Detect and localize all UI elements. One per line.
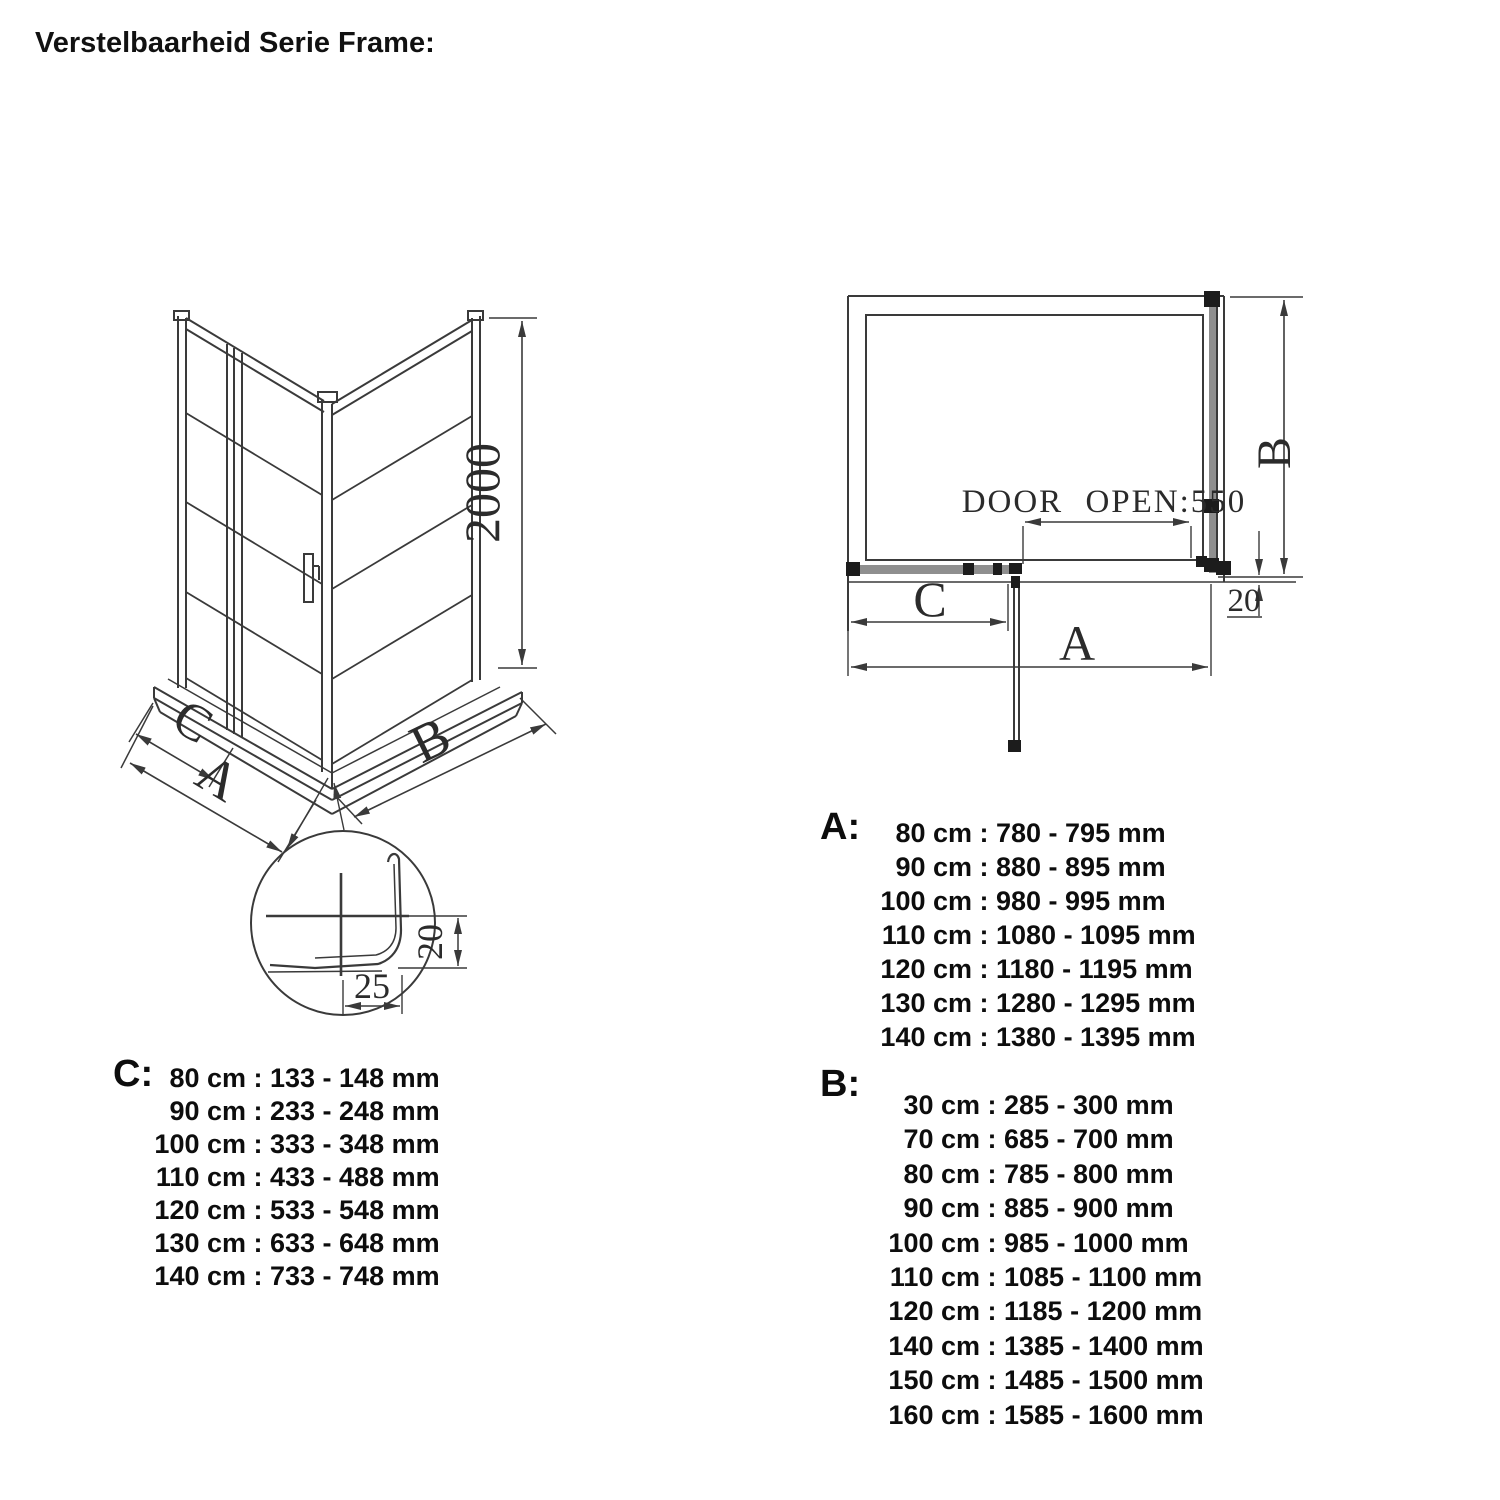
table-row: [876, 952, 1196, 986]
row-range: 133 - 148 mm: [270, 1063, 440, 1093]
row-separator: :: [972, 886, 996, 916]
row-range: 533 - 548 mm: [270, 1195, 440, 1225]
row-separator: :: [980, 1399, 1004, 1430]
row-size: 90 cm: [169, 1096, 246, 1126]
row-range: 985 - 1000 mm: [1004, 1227, 1189, 1258]
table-row: [150, 1260, 440, 1293]
row-size: 80 cm: [169, 1063, 246, 1093]
plan-side-panel: [1196, 291, 1231, 575]
row-size: 30 cm: [903, 1090, 980, 1120]
row-range: 1185 - 1200 mm: [1004, 1296, 1203, 1327]
table-row: [884, 1294, 1204, 1328]
row-range: 333 - 348 mm: [270, 1129, 440, 1159]
plan-dim-20-label: 20: [1227, 583, 1261, 619]
row-size: 160 cm: [888, 1399, 980, 1430]
plan-door-open-dim: [1023, 522, 1191, 564]
table-row: [150, 1161, 440, 1194]
row-separator: :: [246, 1129, 270, 1159]
row-range: 885 - 900 mm: [1004, 1193, 1174, 1224]
row-separator: :: [246, 1228, 270, 1258]
row-separator: :: [980, 1365, 1004, 1396]
row-range: 1180 - 1195 mm: [996, 954, 1193, 984]
plan-door-leaf: [1008, 563, 1022, 752]
iso-height-dim-label: 2000: [454, 443, 510, 543]
detail-width-label: 25: [354, 966, 390, 1006]
table-row: [876, 850, 1196, 884]
row-size: 100 cm: [880, 886, 972, 916]
row-separator: :: [972, 954, 996, 984]
row-size: 90 cm: [895, 852, 972, 882]
row-size: 90 cm: [903, 1193, 980, 1224]
row-range: 785 - 800 mm: [1004, 1158, 1174, 1189]
table-row: [876, 816, 1196, 850]
row-separator: :: [246, 1261, 270, 1291]
row-size: 100 cm: [888, 1227, 980, 1258]
row-separator: :: [980, 1090, 1004, 1120]
row-separator: :: [972, 852, 996, 882]
row-separator: :: [972, 920, 996, 950]
iso-dim-b-label: B: [400, 704, 460, 775]
iso-corner-post: [318, 392, 337, 788]
iso-dim-a-label: A: [186, 741, 251, 814]
table-row: [884, 1157, 1204, 1191]
table-row: [150, 1194, 440, 1227]
table-c-label: C:: [113, 1053, 154, 1095]
table-b-rows: [884, 1088, 1204, 1432]
table-row: [884, 1398, 1204, 1432]
detail-leader-lines: [287, 778, 344, 849]
row-range: 433 - 488 mm: [270, 1162, 440, 1192]
row-range: 633 - 648 mm: [270, 1228, 440, 1258]
plan-dim-b-label: B: [1248, 436, 1301, 470]
row-range: 1085 - 1100 mm: [1004, 1262, 1203, 1293]
iso-dim-c-label: C: [162, 688, 223, 756]
row-separator: :: [980, 1262, 1004, 1293]
table-row: [876, 1020, 1196, 1054]
row-separator: :: [246, 1063, 270, 1093]
table-row: [876, 986, 1196, 1020]
row-separator: :: [980, 1158, 1004, 1189]
iso-drawing: [121, 311, 556, 1015]
table-row: [884, 1088, 1204, 1122]
table-row: [876, 918, 1196, 952]
table-c-rows: [150, 1062, 440, 1293]
row-separator: :: [980, 1227, 1004, 1258]
row-range: 285 - 300 mm: [1004, 1090, 1174, 1120]
row-size: 110 cm: [889, 1262, 980, 1293]
row-size: 140 cm: [154, 1261, 246, 1291]
row-range: 1380 - 1395 mm: [996, 1022, 1196, 1052]
row-range: 1485 - 1500 mm: [1004, 1365, 1204, 1396]
row-size: 140 cm: [888, 1330, 980, 1361]
row-range: 1080 - 1095 mm: [996, 920, 1196, 950]
row-size: 100 cm: [154, 1129, 246, 1159]
table-b-label: B:: [820, 1063, 861, 1105]
table-row: [884, 1226, 1204, 1260]
plan-dim-a: [848, 584, 1211, 676]
row-separator: :: [246, 1195, 270, 1225]
row-separator: :: [980, 1124, 1004, 1155]
row-range: 733 - 748 mm: [270, 1261, 440, 1291]
row-separator: :: [980, 1330, 1004, 1361]
plan-glass-outline: [866, 315, 1203, 560]
plan-dim-c-label: C: [913, 571, 947, 627]
table-row: [884, 1260, 1204, 1294]
row-size: 110 cm: [881, 920, 972, 950]
table-row: [150, 1128, 440, 1161]
row-separator: :: [980, 1193, 1004, 1224]
row-range: 1385 - 1400 mm: [1004, 1330, 1204, 1361]
row-range: 1280 - 1295 mm: [996, 988, 1196, 1018]
row-size: 130 cm: [880, 988, 972, 1018]
row-size: 120 cm: [880, 954, 972, 984]
row-size: 80 cm: [895, 818, 972, 848]
row-range: 980 - 995 mm: [996, 886, 1166, 916]
row-size: 120 cm: [154, 1195, 246, 1225]
row-size: 80 cm: [903, 1158, 980, 1189]
top-view-drawing: [846, 291, 1303, 752]
table-a-label: A:: [820, 806, 861, 848]
row-size: 130 cm: [154, 1228, 246, 1258]
row-range: 685 - 700 mm: [1004, 1124, 1174, 1155]
table-a-rows: [876, 816, 1196, 1054]
row-range: 1585 - 1600 mm: [1004, 1399, 1204, 1430]
door-open-label: DOOR OPEN:550: [961, 484, 1247, 520]
row-size: 140 cm: [880, 1022, 972, 1052]
row-range: 233 - 248 mm: [270, 1096, 440, 1126]
row-size: 120 cm: [888, 1296, 980, 1327]
row-separator: :: [246, 1162, 270, 1192]
table-row: [150, 1095, 440, 1128]
row-size: 70 cm: [903, 1124, 980, 1155]
plan-dim-a-label: A: [1058, 615, 1096, 671]
row-size: 110 cm: [155, 1162, 246, 1192]
row-size: 150 cm: [888, 1365, 980, 1396]
table-row: [876, 884, 1196, 918]
row-separator: :: [246, 1096, 270, 1126]
table-row: [884, 1122, 1204, 1156]
table-row: [150, 1227, 440, 1260]
row-range: 780 - 795 mm: [996, 818, 1166, 848]
table-row: [150, 1062, 440, 1095]
table-row: [884, 1329, 1204, 1363]
table-row: [884, 1363, 1204, 1397]
row-separator: :: [972, 1022, 996, 1052]
row-range: 880 - 895 mm: [996, 852, 1166, 882]
page-title: Verstelbaarheid Serie Frame:: [35, 27, 435, 59]
table-row: [884, 1191, 1204, 1225]
detail-height-label: 20: [410, 924, 450, 960]
row-separator: :: [972, 988, 996, 1018]
row-separator: :: [980, 1296, 1004, 1327]
row-separator: :: [972, 818, 996, 848]
